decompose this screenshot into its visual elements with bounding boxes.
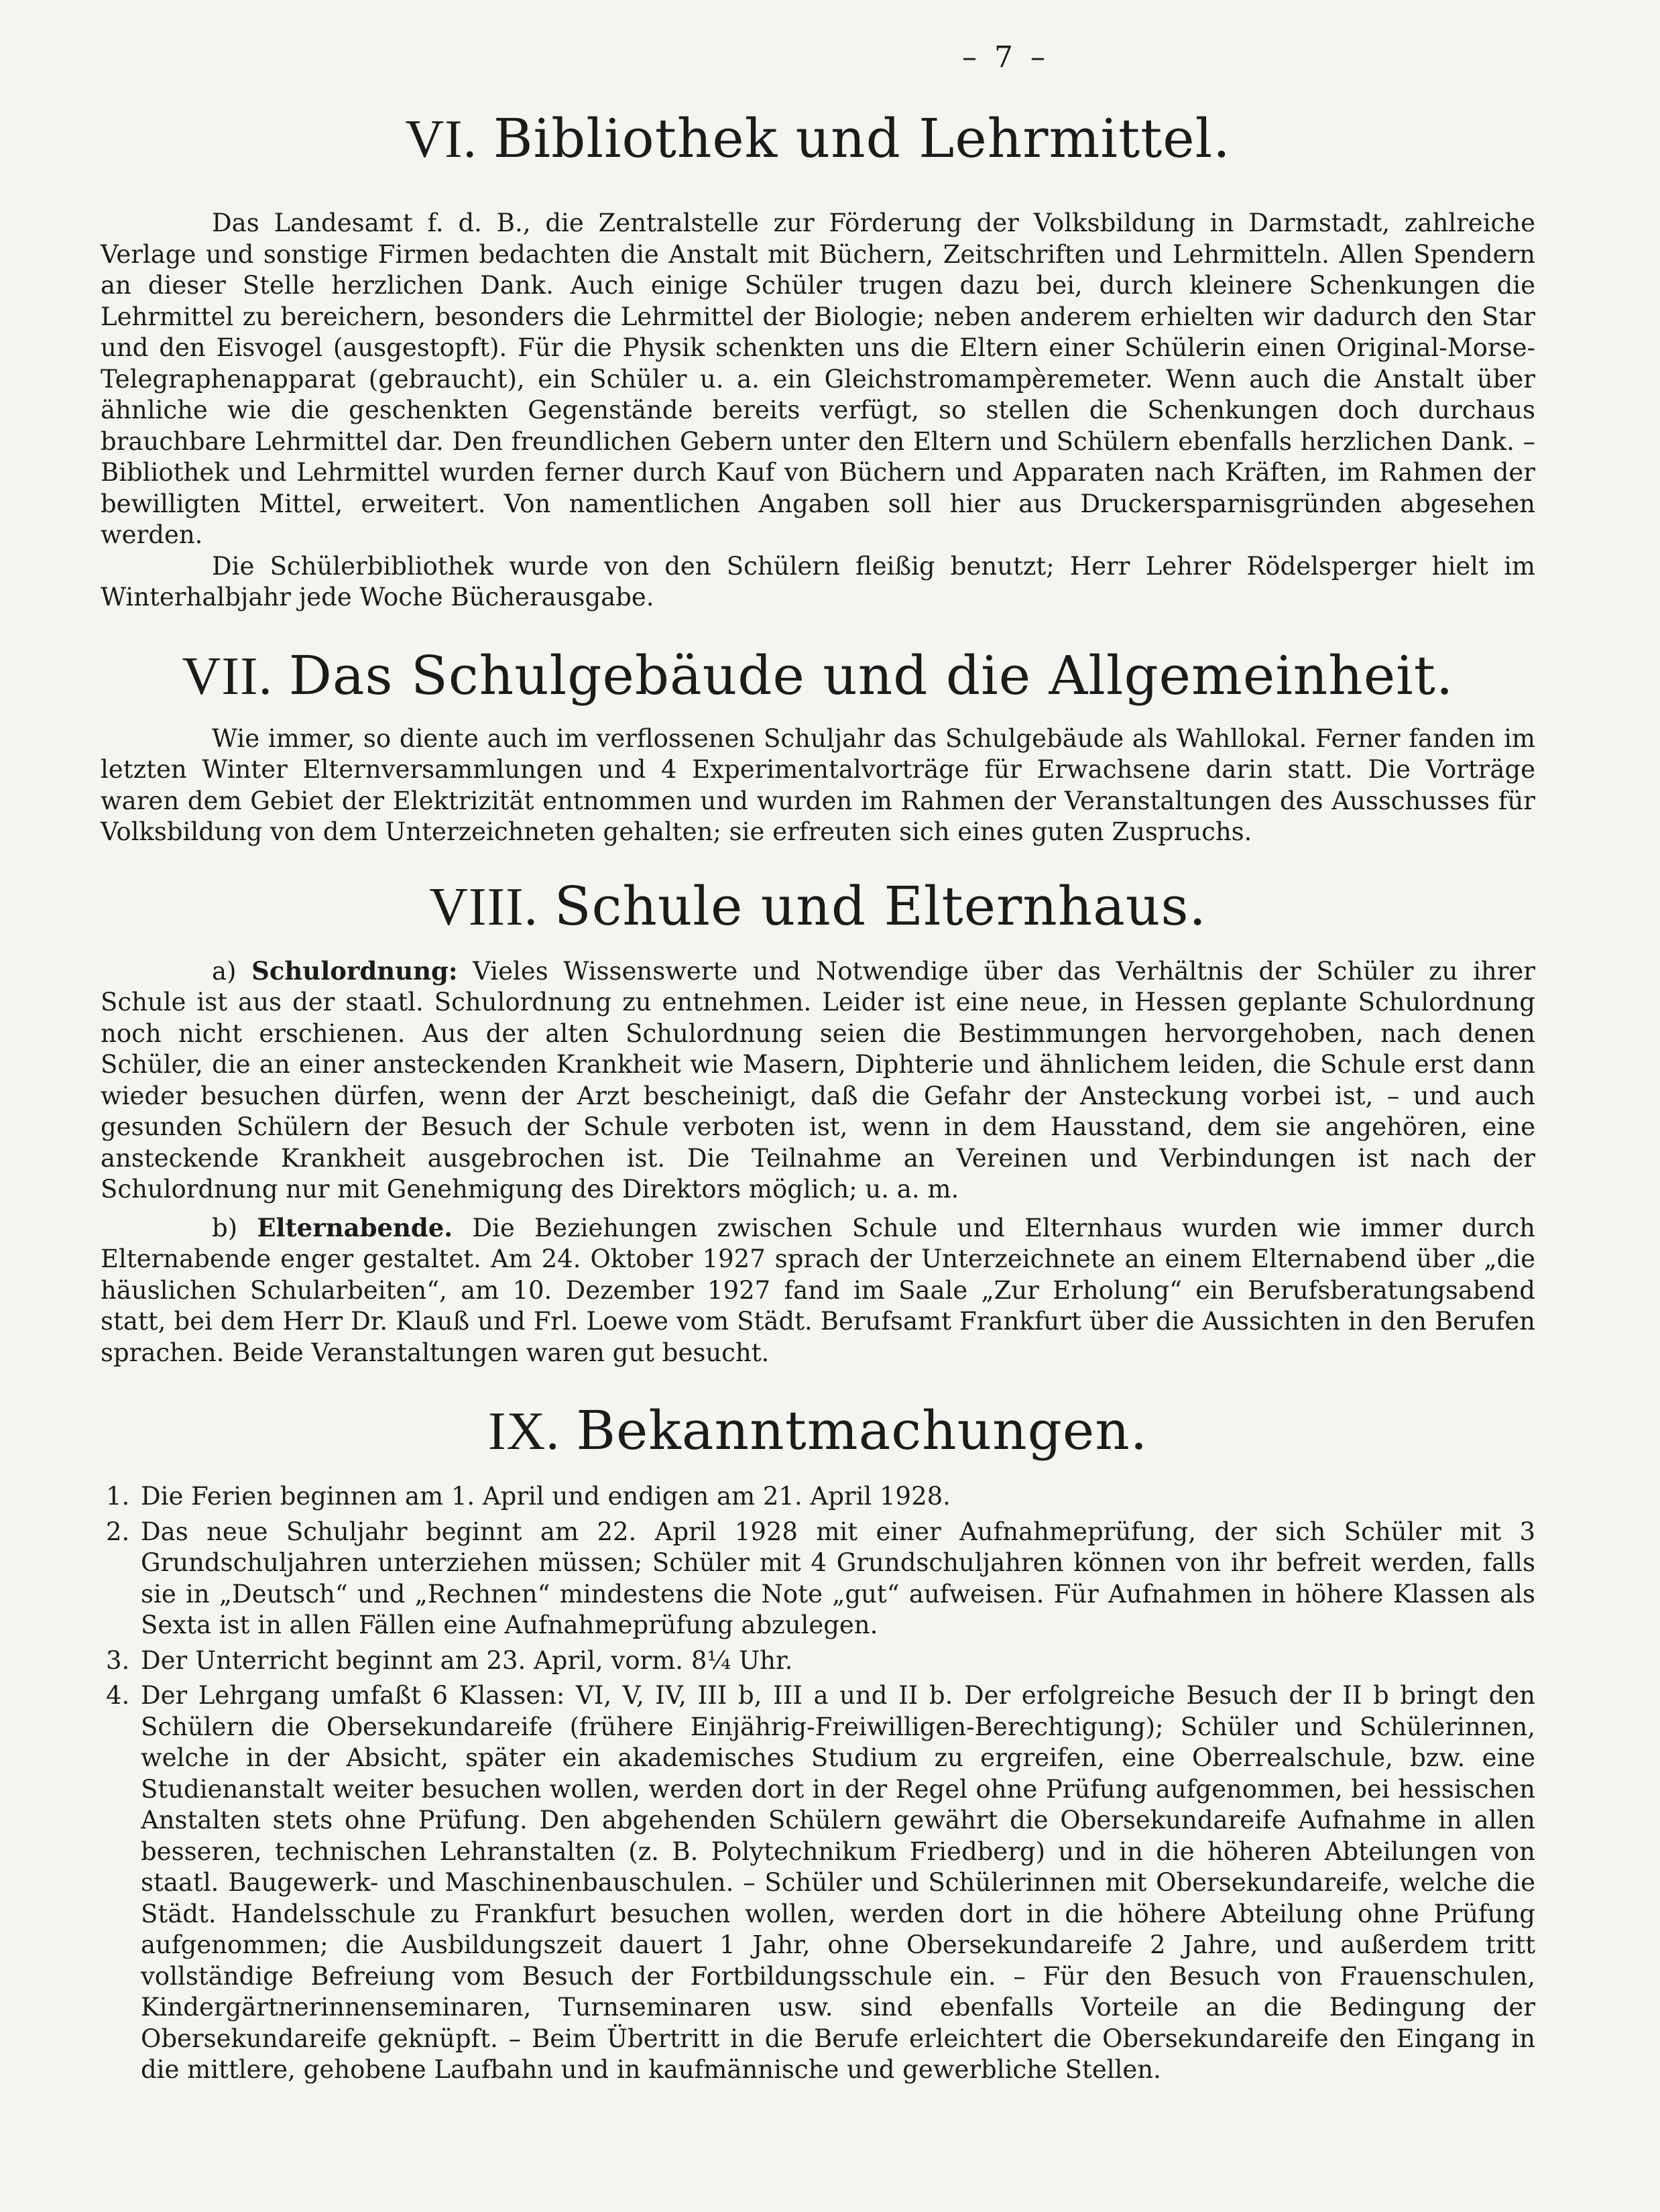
- list-item-text: Die Ferien beginnen am 1. April und endigen am 21. April 1928.: [141, 1482, 951, 1511]
- section-title: Das Schulgebäude und die Allgemeinheit.: [288, 644, 1454, 707]
- paragraph-parent-evenings: [101, 1212, 1535, 1369]
- subsection-label: Schulordnung:: [251, 955, 458, 986]
- section-heading-vi: [101, 107, 1535, 208]
- list-item-text: Das neue Schuljahr beginnt am 22. April 1928 mit einer Aufnahmeprüfung, der sich Schüler mit 3 Grundschuljahren unterziehen müssen; Schüler mit 4 Grundschuljahren können von ihr befreit werden, falls sie in „Deutsch“ und „Rechnen“ mindestens die Note „gut“ aufweisen. Für Aufnahmen in höhere Klassen als Sexta ist in allen Fällen eine Aufnahmeprüfung abzulegen.: [141, 1517, 1535, 1639]
- subsection-text: Vieles Wissenswerte und Notwendige über das Verhältnis der Schüler zu ihrer Schule ist aus der staatl. Schulordnung zu entnehmen. Leider ist eine neue, in Hessen geplante Schulordnung noch nicht erschienen. Aus der alten Schulordnung seien die Bestimmungen hervorgehoben, nach denen Schüler, die an einer ansteckenden Krankheit wie Masern, Diphterie und ähnlichem leiden, die Schule erst dann wieder besuchen dürfen, wenn der Arzt bescheinigt, daß die Gefahr der Ansteckung vorbei ist, – und auch gesunden Schülern der Besuch der Schule verboten ist, wenn in dem Hausstand, dem sie angehören, eine ansteckende Krankheit ausgebrochen ist. Die Teilnahme an Vereinen und Verbindungen ist nach der Schulordnung nur mit Genehmigung des Direktors möglich; u. a. m.: [101, 956, 1535, 1204]
- list-item-number: 1.: [106, 1482, 130, 1511]
- list-item: [101, 1680, 1535, 2086]
- list-item-text: Der Lehrgang umfaßt 6 Klassen: VI, V, IV, III b, III a und II b. Der erfolgreiche Besuch der II b bringt den Schülern die Obersekundareife (frühere Einjährig-Freiwilligen-Berechtigung); Schüler und Schülerinnen, welche in der Absicht, später ein akademisches Studium zu ergreifen, eine Oberrealschule, bzw. eine Studienanstalt weiter besuchen wollen, werden dort in der Regel ohne Prüfung aufgenommen, bei hessischen Anstalten stets ohne Prüfung. Den abgehenden Schülern gewährt die Obersekundareife Aufnahme in allen besseren, technischen Lehranstalten (z. B. Polytechnikum Friedberg) und in die höheren Abteilungen von staatl. Baugewerk- und Maschinenbauschulen. – Schüler und Schülerinnen mit Obersekundareife, welche die Städt. Handelsschule zu Frankfurt besuchen wollen, werden dort in die höhere Abteilung ohne Prüfung aufgenommen; die Ausbildungszeit dauert 1 Jahr, ohne Obersekundareife 2 Jahre, und außerdem tritt vollständige Befreiung vom Besuch der Fortbildungsschule ein. – Für den Besuch von Frauenschulen, Kindergärtnerinnenseminaren, Turnseminaren usw. sind ebenfalls Vorteile an die Bedingung der Obersekundareife geknüpft. – Beim Übertritt in die Berufe erleichtert die Obersekundareife den Eingang in die mittlere, gehobene Laufbahn und in kaufmännische und gewerbliche Stellen.: [141, 1681, 1535, 2084]
- section-numeral: VI.: [405, 110, 477, 169]
- section-numeral: VIII.: [429, 877, 538, 937]
- announcements-list: [101, 1481, 1535, 2086]
- list-item: [101, 1481, 1535, 1513]
- paragraph-student-library: Die Schülerbibliothek wurde von den Schülern fleißig benutzt; Herr Lehrer Rödelsperger hielt im Winterhalbjahr jede Woche Bücherausgabe.: [101, 551, 1535, 612]
- subsection-label: Elternabende.: [257, 1212, 453, 1242]
- paragraph-library-donations: Das Landesamt f. d. B., die Zentralstelle zur Förderung der Volksbildung in Darmstadt, zahlreiche Verlage und sonstige Firmen bedachten die Anstalt mit Büchern, Zeitschriften und Lehrmitteln. Allen Spendern an dieser Stelle herzlichen Dank. Auch einige Schüler trugen dazu bei, durch kleinere Schenkungen die Lehrmittel zu bereichern, besonders die Lehrmittel der Biologie; neben anderem erhielten wir dadurch den Star und den Eisvogel (ausgestopft). Für die Physik schenkten uns die Eltern einer Schülerin einen Original-Morse-Telegraphenapparat (gebraucht), ein Schüler u. a. ein Gleichstromampèremeter. Wenn auch die Anstalt über ähnliche wie die geschenkten Gegenstände bereits verfügt, so stellen die Schenkungen doch durchaus brauchbare Lehrmittel dar. Den freundlichen Gebern unter den Eltern und Schülern ebenfalls herzlichen Dank. – Bibliothek und Lehrmittel wurden ferner durch Kauf von Büchern und Apparaten nach Kräften, im Rahmen der bewilligten Mittel, erweitert. Von namentlichen Angaben soll hier aus Druckersparnisgründen abgesehen werden.: [101, 209, 1535, 549]
- list-item: [101, 1517, 1535, 1641]
- subsection-marker: a): [212, 956, 237, 986]
- list-item: [101, 1645, 1535, 1677]
- section-numeral: VII.: [182, 646, 273, 706]
- list-item-number: 3.: [106, 1645, 130, 1675]
- subsection-marker: b): [212, 1213, 238, 1242]
- section-heading-vii: [101, 644, 1535, 723]
- paragraph-school-building: Wie immer, so diente auch im verflossenen Schuljahr das Schulgebäude als Wahllokal. Ferner fanden im letzten Winter Elternversammlungen und 4 Experimentalvorträge für Erwachsene darin statt. Die Vorträge waren dem Gebiet der Elektrizität entnommen und wurden im Rahmen der Veranstaltungen des Ausschusses für Volksbildung von dem Unterzeichneten gehalten; sie erfreuten sich eines guten Zuspruchs.: [101, 723, 1535, 846]
- section-heading-viii: [101, 875, 1535, 955]
- paragraph-school-rules: [101, 955, 1535, 1206]
- list-item-number: 4.: [106, 1681, 130, 1710]
- subsection-text: Die Beziehungen zwischen Schule und Elternhaus wurden wie immer durch Elternabende enger gestaltet. Am 24. Oktober 1927 sprach der Unterzeichnete an einem Elternabend über „die häuslichen Schularbeiten“, am 10. Dezember 1927 fand im Saale „Zur Erholung“ ein Berufsberatungsabend statt, bei dem Herr Dr. Klauß und Frl. Loewe vom Städt. Berufsamt Frankfurt über die Aussichten in den Berufen sprachen. Beide Veranstaltungen waren gut besucht.: [101, 1213, 1535, 1367]
- page-number: – 7 –: [962, 40, 1049, 74]
- section-numeral: IX.: [487, 1402, 560, 1461]
- section-title: Bibliothek und Lehrmittel.: [493, 107, 1231, 170]
- list-item-text: Der Unterricht beginnt am 23. April, vorm. 8¼ Uhr.: [141, 1645, 793, 1675]
- section-title: Schule und Elternhaus.: [554, 874, 1207, 937]
- section-heading-ix: [101, 1399, 1535, 1481]
- list-item-number: 2.: [106, 1517, 130, 1546]
- section-title: Bekanntmachungen.: [576, 1399, 1148, 1462]
